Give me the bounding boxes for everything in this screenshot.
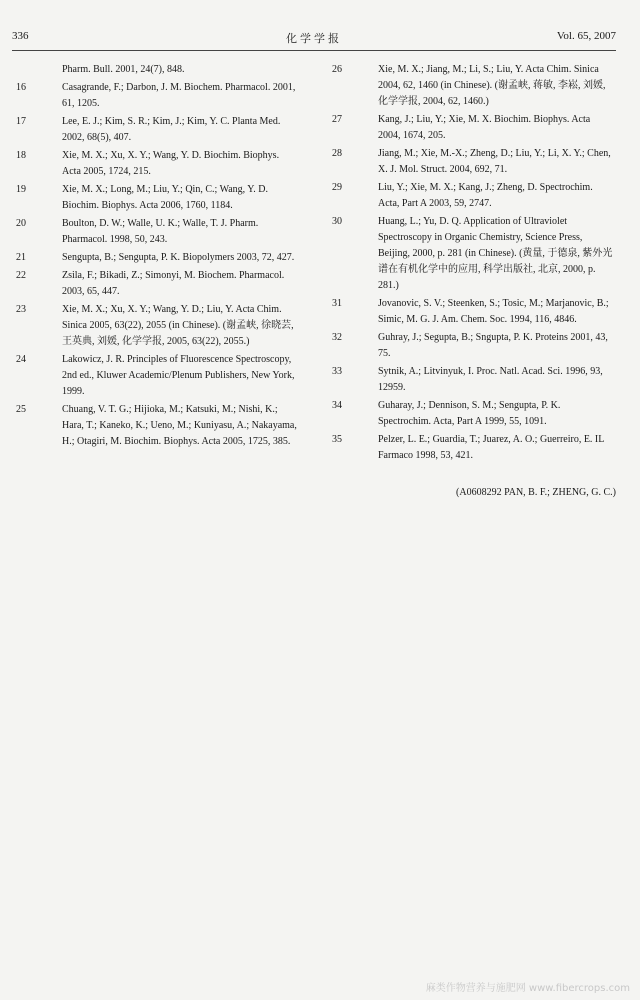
page-number: 336 (12, 30, 29, 42)
reference-item (16, 302, 298, 350)
volume-info: Vol. 65, 2007 (556, 30, 616, 42)
reference-number: 27 (332, 114, 342, 125)
reference-number: 22 (16, 270, 26, 281)
site-watermark: 麻类作物营养与施肥网 www.fibercrops.com (425, 983, 630, 994)
right-column (332, 62, 614, 466)
reference-item (332, 432, 614, 464)
reference-text: Pelzer, L. E.; Guardia, T.; Juarez, A. O.; Guerreiro, E. IL Farmaco 1998, 53, 421. (378, 434, 605, 461)
reference-text: Kang, J.; Liu, Y.; Xie, M. X. Biochim. Biophys. Acta 2004, 1674, 205. (378, 114, 591, 141)
reference-number: 30 (332, 216, 342, 227)
reference-item (16, 352, 298, 400)
reference-item (332, 398, 614, 430)
reference-number: 24 (16, 354, 26, 365)
reference-text: Xie, M. X.; Long, M.; Liu, Y.; Qin, C.; Wang, Y. D. Biochim. Biophys. Acta 2006, 1760, 1184. (62, 184, 268, 211)
reference-number: 28 (332, 148, 342, 159)
reference-item (332, 330, 614, 362)
reference-number: 35 (332, 434, 342, 445)
reference-number: 23 (16, 304, 26, 315)
reference-text: Guhray, J.; Segupta, B.; Sngupta, P. K. Proteins 2001, 43, 75. (378, 332, 608, 359)
reference-item (332, 296, 614, 328)
reference-number: 17 (16, 116, 26, 127)
manuscript-signature: (A0608292 PAN, B. F.; ZHENG, G. C.) (456, 487, 616, 498)
reference-number: 31 (332, 298, 342, 309)
reference-text: Chuang, V. T. G.; Hijioka, M.; Katsuki, M.; Nishi, K.; Hara, T.; Kaneko, K.; Ueno, M.; Kuniyasu, A.; Nakayama, H.; Otagiri, M. Biochim. Biophys. Acta 2005, 1725, 385. (62, 404, 297, 447)
reference-text: Boulton, D. W.; Walle, U. K.; Walle, T. J. Pharm. Pharmacol. 1998, 50, 243. (62, 218, 259, 245)
reference-number: 32 (332, 332, 342, 343)
page-header (12, 30, 616, 48)
reference-item (332, 364, 614, 396)
reference-text: Xie, M. X.; Xu, X. Y.; Wang, Y. D. Biochim. Biophys. Acta 2005, 1724, 215. (62, 150, 280, 177)
reference-text: Jiang, M.; Xie, M.-X.; Zheng, D.; Liu, Y.; Li, X. Y.; Chen, X. J. Mol. Struct. 2004, 692, 71. (378, 148, 611, 175)
reference-text: Guharay, J.; Dennison, S. M.; Sengupta, P. K. Spectrochim. Acta, Part A 1999, 55, 1091. (378, 400, 561, 427)
left-column (16, 62, 298, 452)
reference-number: 18 (16, 150, 26, 161)
reference-text: Liu, Y.; Xie, M. X.; Kang, J.; Zheng, D. Spectrochim. Acta, Part A 2003, 59, 2747. (378, 182, 593, 209)
reference-text: Lee, E. J.; Kim, S. R.; Kim, J.; Kim, Y. C. Planta Med. 2002, 68(5), 407. (62, 116, 281, 143)
reference-text: Zsila, F.; Bikadi, Z.; Simonyi, M. Biochem. Pharmacol. 2003, 65, 447. (62, 270, 285, 297)
reference-text: Huang, L.; Yu, D. Q. Application of Ultraviolet Spectroscopy in Organic Chemistry, Science Press, Beijing, 2000, p. 281 (in Chinese). (黄量, 于德泉, 紫外光谱在有机化学中的应用, 科学出版社, 北京, 2000, p. 281.) (378, 216, 613, 291)
reference-item (332, 112, 614, 144)
reference-number: 29 (332, 182, 342, 193)
reference-number: 16 (16, 82, 26, 93)
reference-item (332, 214, 614, 294)
reference-text: Lakowicz, J. R. Principles of Fluorescence Spectroscopy, 2nd ed., Kluwer Academic/Plenum Publishers, New York, 1999. (62, 354, 295, 397)
reference-item (16, 268, 298, 300)
reference-text: Sengupta, B.; Sengupta, P. K. Biopolymers 2003, 72, 427. (62, 252, 295, 263)
reference-text: Casagrande, F.; Darbon, J. M. Biochem. Pharmacol. 2001, 61, 1205. (62, 82, 296, 109)
reference-number: 33 (332, 366, 342, 377)
reference-item (16, 216, 298, 248)
reference-text: Sytnik, A.; Litvinyuk, I. Proc. Natl. Acad. Sci. 1996, 93, 12959. (378, 366, 603, 393)
reference-item (16, 80, 298, 112)
reference-number: 20 (16, 218, 26, 229)
reference-text: Jovanovic, S. V.; Steenken, S.; Tosic, M.; Marjanovic, B.; Simic, M. G. J. Am. Chem. Soc. 1994, 116, 4846. (378, 298, 609, 325)
reference-item (16, 402, 298, 450)
reference-item (16, 148, 298, 180)
reference-number: 21 (16, 252, 26, 263)
reference-number: 19 (16, 184, 26, 195)
reference-number: 25 (16, 404, 26, 415)
reference-item (16, 114, 298, 146)
reference-item (332, 62, 614, 110)
reference-item (332, 146, 614, 178)
reference-item (16, 250, 298, 266)
reference-number: 26 (332, 64, 342, 75)
reference-item (332, 180, 614, 212)
journal-title: 化学学报 (286, 33, 342, 45)
reference-text: Xie, M. X.; Xu, X. Y.; Wang, Y. D.; Liu, Y. Acta Chim. Sinica 2005, 63(22), 2055 (in Chinese). (谢孟峡, 徐晓芸, 王英典, 刘媛, 化学学报, 2005, 63(22), 2055.) (62, 304, 294, 347)
header-rule (12, 50, 616, 51)
reference-item (16, 182, 298, 214)
reference-text: Xie, M. X.; Jiang, M.; Li, S.; Liu, Y. Acta Chim. Sinica 2004, 62, 1460 (in Chinese). (谢孟峡, 蒋敏, 李崧, 刘媛, 化学学报, 2004, 62, 1460.) (378, 64, 606, 107)
reference-number: 34 (332, 400, 342, 411)
continued-reference: Pharm. Bull. 2001, 24(7), 848. (62, 64, 185, 75)
